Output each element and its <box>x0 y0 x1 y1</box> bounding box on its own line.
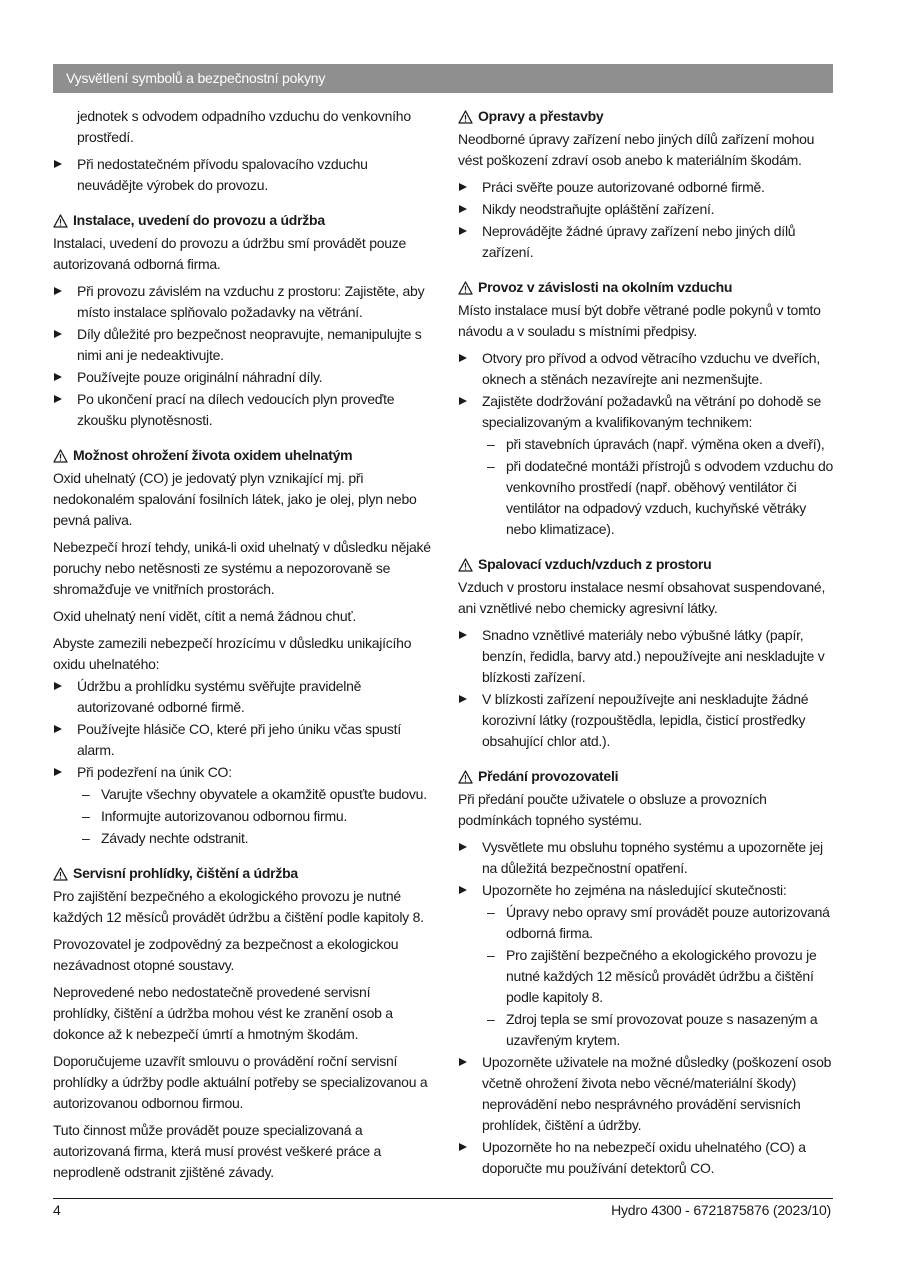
bullet-item: Používejte hlásiče CO, které při jeho úniku včas spustí alarm. <box>53 719 431 761</box>
warning-icon <box>458 110 473 124</box>
bullet-list <box>53 154 431 196</box>
heading-text: Opravy a přestavby <box>478 108 604 124</box>
paragraph: Oxid uhelnatý (CO) je jedovatý plyn vznikající mj. při nedokonalém spalování fosilních látek, jako je olej, plyn nebo pevná paliva. <box>53 470 417 528</box>
bullet-item: Práci svěřte pouze autorizované odborné firmě. <box>458 177 836 198</box>
bullet-item: Používejte pouze originální náhradní díly. <box>53 367 431 388</box>
dash-item: – Úpravy nebo opravy smí provádět pouze autorizovaná odborná firma. <box>482 902 836 944</box>
footer-divider <box>53 1198 833 1199</box>
bullet-list <box>458 177 836 263</box>
dash-item: – při dodatečné montáži přístrojů s odvodem vzduchu do venkovního prostředí (např. oběhový ventilátor či ventilátor na odpadový vzduch, kuchyňské větráky nebo klimatizace). <box>482 456 836 540</box>
bullet-item <box>458 391 836 540</box>
heading-text: Servisní prohlídky, čištění a údržba <box>73 865 298 881</box>
warning-icon <box>53 214 68 228</box>
dash-item: – Varujte všechny obyvatele a okamžitě opusťte budovu. <box>77 784 431 805</box>
bullet-text: Při podezření na únik CO: <box>77 764 232 780</box>
section-title: Vysvětlení symbolů a bezpečnostní pokyny <box>66 70 326 86</box>
bullet-item: Upozorněte ho na nebezpečí oxidu uhelnatého (CO) a doporučte mu používání detektorů CO. <box>458 1137 836 1179</box>
heading-text: Spalovací vzduch/vzduch z prostoru <box>478 556 712 572</box>
bullet-item: Upozorněte uživatele na možné důsledky (poškození osob včetně ohrožení života nebo věcné/materiální škody) neprovádění nebo nesprávného provádění servisních prohlídek, čištění a údržby. <box>458 1052 836 1136</box>
warning-icon <box>458 281 473 295</box>
heading-text: Předání provozovateli <box>478 768 619 784</box>
bullet-item <box>53 762 431 849</box>
bullet-text: Upozorněte ho zejména na následující skutečnosti: <box>482 882 787 898</box>
warning-icon <box>458 770 473 784</box>
paragraph: Místo instalace musí být dobře větrané podle pokynů v tomto návodu a v souladu s místními předpisy. <box>458 302 821 339</box>
paragraph: Vzduch v prostoru instalace nesmí obsahovat suspendované, ani vznětlivé nebo chemicky agresivní látky. <box>458 579 826 616</box>
bullet-list <box>53 281 431 431</box>
paragraph: Pro zajištění bezpečného a ekologického provozu je nutné každých 12 měsíců provádět údržbu a čištění podle kapitoly 8. <box>53 888 424 925</box>
document-reference: Hydro 4300 - 6721875876 (2023/10) <box>611 1202 831 1218</box>
right-column <box>458 106 836 1183</box>
bullet-item: Neprovádějte žádné úpravy zařízení nebo jiných dílů zařízení. <box>458 221 836 263</box>
bullet-item: Po ukončení prací na dílech vedoucích plyn proveďte zkoušku plynotěsnosti. <box>53 389 431 431</box>
section-heading-repairs <box>458 106 836 127</box>
dash-item: – Zdroj tepla se smí provozovat pouze s nasazeným a uzavřeným krytem. <box>482 1009 836 1051</box>
dash-list <box>482 434 836 540</box>
continued-text: jednotek s odvodem odpadního vzduchu do venkovního prostředí. <box>77 108 411 145</box>
dash-item: – Pro zajištění bezpečného a ekologického provozu je nutné každých 12 měsíců provádět údržbu a čištění podle kapitoly 8. <box>482 945 836 1008</box>
dash-list <box>482 902 836 1051</box>
dash-item: – při stavebních úpravách (např. výměna oken a dveří), <box>482 434 836 455</box>
dash-item: – Závady nechte odstranit. <box>77 828 431 849</box>
section-heading-service <box>53 863 431 884</box>
section-heading-ambient-air <box>458 277 836 298</box>
bullet-item: Otvory pro přívod a odvod větracího vzduchu ve dveřích, oknech a stěnách nezavírejte ani nezmenšujte. <box>458 348 836 390</box>
dash-item: – Informujte autorizovanou odbornou firmu. <box>77 806 431 827</box>
left-column <box>53 106 431 1189</box>
bullet-item: Snadno vznětlivé materiály nebo výbušné látky (papír, benzín, ředidla, barvy atd.) nepoužívejte ani neskladujte v blízkosti zařízení. <box>458 625 836 688</box>
heading-text: Provoz v závislosti na okolním vzduchu <box>478 279 733 295</box>
paragraph: Doporučujeme uzavřít smlouvu o provádění roční servisní prohlídky a údržby podle aktuální potřeby se specializovanou a autorizovanou odbornou firmou. <box>53 1053 428 1111</box>
bullet-item: Údržbu a prohlídku systému svěřujte pravidelně autorizované odborné firmě. <box>53 676 431 718</box>
paragraph: Nebezpečí hrozí tehdy, uniká-li oxid uhelnatý v důsledku nějaké poruchy nebo netěsnosti ze systému a nepozorovaně se shromažďuje ve vnitřních prostorách. <box>53 539 431 597</box>
section-heading-combustion-air <box>458 554 836 575</box>
bullet-item: Při nedostatečném přívodu spalovacího vzduchu neuvádějte výrobek do provozu. <box>53 154 431 196</box>
paragraph: Neprovedené nebo nedostatečně provedené servisní prohlídky, čištění a údržba mohou vést ke zranění osob a dokonce až k nebezpečí úmrtí a hmotným škodám. <box>53 984 393 1042</box>
paragraph: Neodborné úpravy zařízení nebo jiných dílů zařízení mohou vést poškození zdraví osob anebo k materiálním škodám. <box>458 131 815 168</box>
warning-icon <box>53 449 68 463</box>
paragraph: Tuto činnost může provádět pouze specializovaná a autorizovaná firma, která musí provést veškeré práce a neprodleně odstranit zjištěné závady. <box>53 1122 382 1180</box>
bullet-item <box>458 880 836 1051</box>
bullet-item: Díly důležité pro bezpečnost neopravujte, nemanipulujte s nimi ani je nedeaktivujte. <box>53 324 431 366</box>
page-header-bar <box>53 64 833 93</box>
bullet-list <box>458 837 836 1179</box>
bullet-text: Zajistěte dodržování požadavků na větrání po dohodě se specializovaným a kvalifikovaným technikem: <box>482 393 822 430</box>
heading-text: Instalace, uvedení do provozu a údržba <box>73 212 325 228</box>
bullet-list <box>458 625 836 752</box>
warning-icon <box>458 558 473 572</box>
bullet-list <box>458 348 836 540</box>
section-heading-carbon-monoxide <box>53 445 431 466</box>
bullet-item: Vysvětlete mu obsluhu topného systému a upozorněte jej na důležitá bezpečnostní opatření. <box>458 837 836 879</box>
page-number: 4 <box>53 1202 61 1218</box>
paragraph: Abyste zamezili nebezpečí hrozícímu v důsledku unikajícího oxidu uhelnatého: <box>53 635 412 672</box>
paragraph: Provozovatel je zodpovědný za bezpečnost a ekologickou nezávadnost otopné soustavy. <box>53 936 399 973</box>
section-heading-installation <box>53 210 431 231</box>
bullet-list <box>53 676 431 849</box>
paragraph: Při předání poučte uživatele o obsluze a provozních podmínkách topného systému. <box>458 791 767 828</box>
dash-list <box>77 784 431 849</box>
bullet-item: Při provozu závislém na vzduchu z prostoru: Zajistěte, aby místo instalace splňovalo požadavky na větrání. <box>53 281 431 323</box>
warning-icon <box>53 867 68 881</box>
paragraph: Instalaci, uvedení do provozu a údržbu smí provádět pouze autorizovaná odborná firma. <box>53 235 407 272</box>
paragraph: Oxid uhelnatý není vidět, cítit a nemá žádnou chuť. <box>53 608 357 624</box>
bullet-item: Nikdy neodstraňujte opláštění zařízení. <box>458 199 836 220</box>
heading-text: Možnost ohrožení života oxidem uhelnatým <box>73 447 353 463</box>
bullet-item: V blízkosti zařízení nepoužívejte ani neskladujte žádné korozivní látky (rozpouštědla, lepidla, čisticí prostředky obsahující chlor atd.). <box>458 689 836 752</box>
section-heading-handover <box>458 766 836 787</box>
